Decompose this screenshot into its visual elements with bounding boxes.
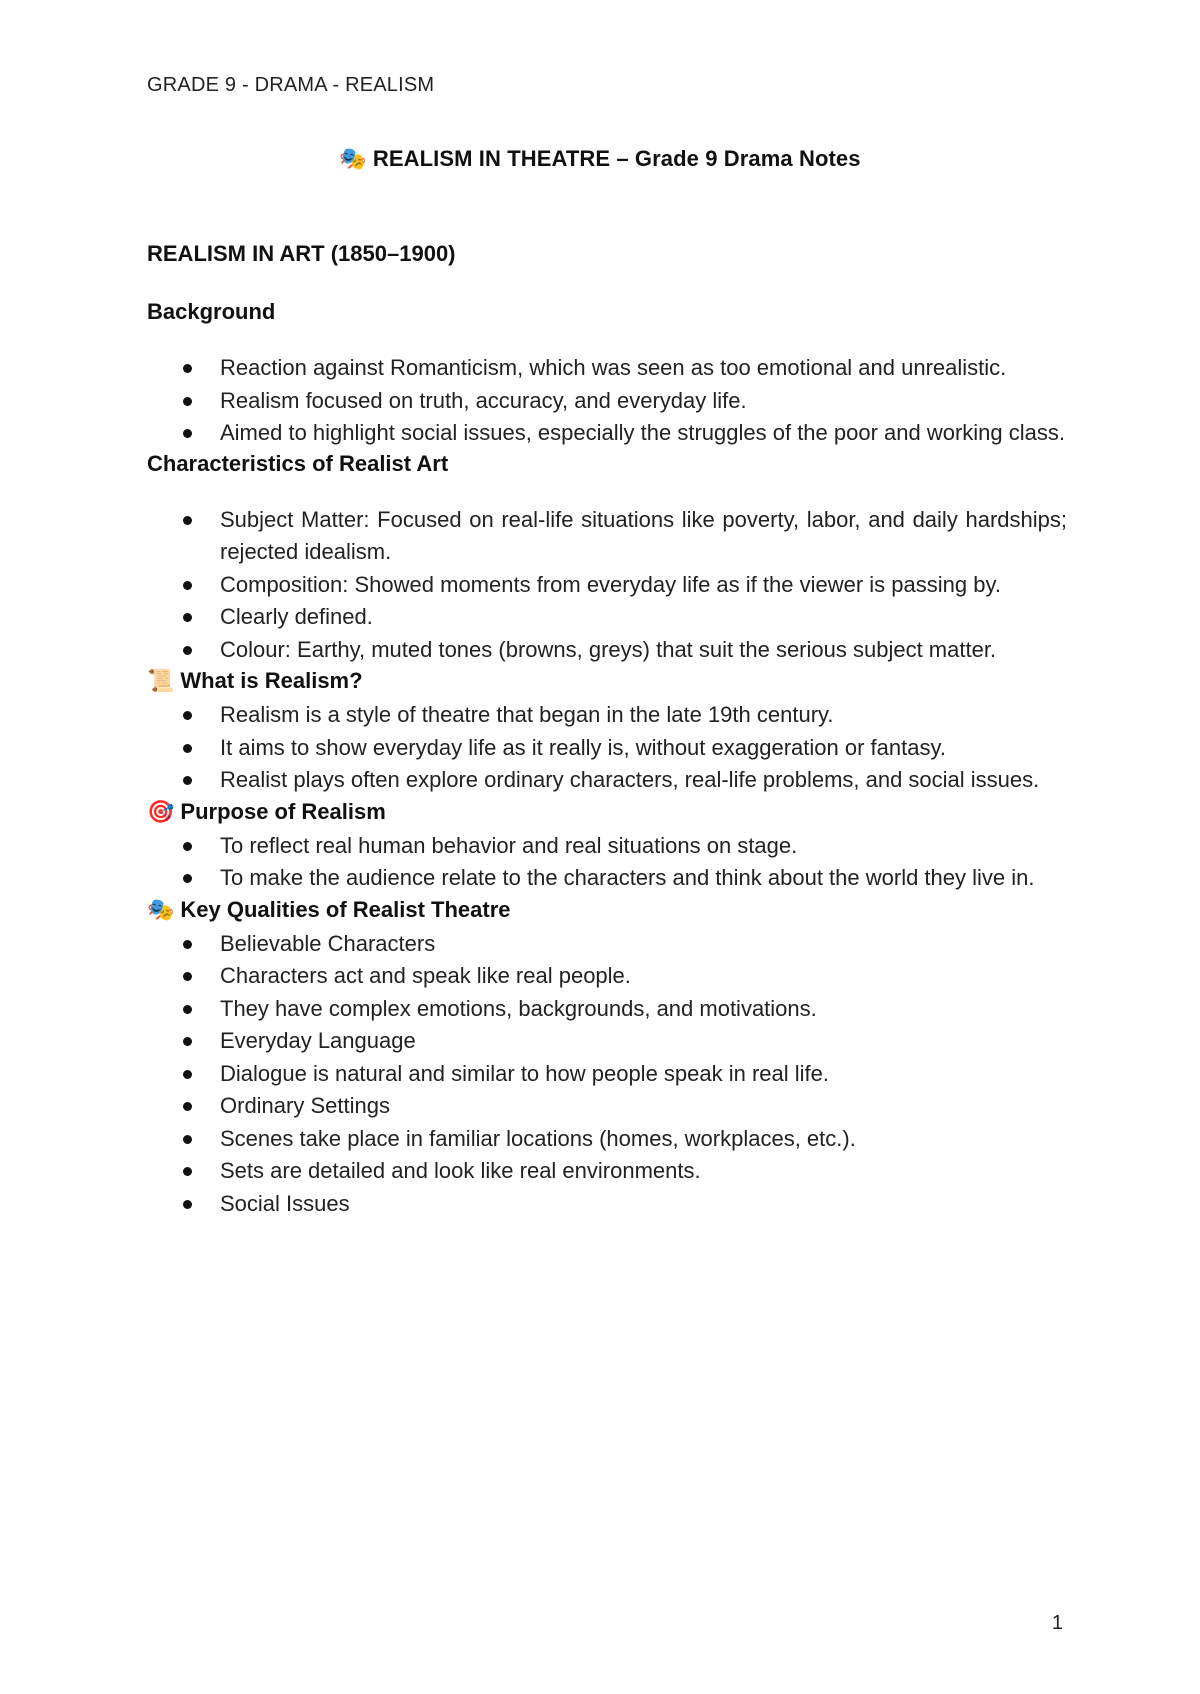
scroll-icon: 📜 bbox=[147, 669, 175, 694]
bullet-icon bbox=[183, 1135, 192, 1144]
list-item: They have complex emotions, backgrounds, and motivations. bbox=[147, 993, 1067, 1026]
bullet-icon bbox=[183, 429, 192, 438]
theatre-masks-icon: 🎭 bbox=[339, 147, 367, 172]
bullet-icon bbox=[183, 842, 192, 851]
list-item: Aimed to highlight social issues, especially the struggles of the poor and working class. bbox=[147, 417, 1067, 450]
theatre-masks-icon: 🎭 bbox=[147, 897, 175, 923]
bullet-icon bbox=[183, 1167, 192, 1176]
list-item: Ordinary Settings bbox=[147, 1090, 1067, 1123]
list-item: Dialogue is natural and similar to how people speak in real life. bbox=[147, 1058, 1067, 1091]
bullet-icon bbox=[183, 940, 192, 949]
list-item: Realism is a style of theatre that began in the late 19th century. bbox=[147, 699, 1067, 732]
bullet-icon bbox=[183, 397, 192, 406]
bullet-icon bbox=[183, 516, 192, 525]
subheading-background: Background bbox=[147, 299, 276, 324]
list-item: Clearly defined. bbox=[147, 601, 1067, 634]
bullet-icon bbox=[183, 581, 192, 590]
background-list bbox=[147, 352, 1067, 450]
list-item: Social Issues bbox=[147, 1188, 1067, 1221]
document-body bbox=[147, 240, 1067, 1220]
list-item: Colour: Earthy, muted tones (browns, greys) that suit the serious subject matter. bbox=[147, 634, 1067, 667]
bullet-icon bbox=[183, 1005, 192, 1014]
document-title-text: REALISM IN THEATRE – Grade 9 Drama Notes bbox=[372, 146, 861, 171]
key-qualities-list bbox=[147, 928, 1067, 1221]
bullet-icon bbox=[183, 1102, 192, 1111]
bullet-icon bbox=[183, 776, 192, 785]
list-item: Believable Characters bbox=[147, 928, 1067, 961]
bullet-icon bbox=[183, 744, 192, 753]
document-title bbox=[0, 146, 1200, 172]
bullet-icon bbox=[183, 1070, 192, 1079]
bullet-icon bbox=[183, 972, 192, 981]
bullet-icon bbox=[183, 1200, 192, 1209]
running-header: GRADE 9 - DRAMA - REALISM bbox=[147, 74, 435, 96]
list-item: Characters act and speak like real people. bbox=[147, 960, 1067, 993]
list-item: To make the audience relate to the characters and think about the world they live in. bbox=[147, 862, 1067, 895]
list-item: Subject Matter: Focused on real-life situations like poverty, labor, and daily hardships; rejected idealism. bbox=[147, 504, 1067, 569]
subheading-characteristics: Characteristics of Realist Art bbox=[147, 450, 449, 476]
purpose-list bbox=[147, 830, 1067, 895]
bullet-icon bbox=[183, 874, 192, 883]
list-item: Scenes take place in familiar locations (homes, workplaces, etc.). bbox=[147, 1123, 1067, 1156]
section-heading-purpose: 🎯 Purpose of Realism bbox=[147, 797, 1067, 828]
list-item: Realist plays often explore ordinary characters, real-life problems, and social issues. bbox=[147, 764, 1067, 797]
bullet-icon bbox=[183, 711, 192, 720]
bullet-icon bbox=[183, 364, 192, 373]
characteristics-list bbox=[147, 504, 1067, 667]
list-item: Sets are detailed and look like real environments. bbox=[147, 1155, 1067, 1188]
list-item: To reflect real human behavior and real situations on stage. bbox=[147, 830, 1067, 863]
target-icon: 🎯 bbox=[147, 799, 175, 825]
bullet-icon bbox=[183, 646, 192, 655]
section-heading-realism-in-art: REALISM IN ART (1850–1900) bbox=[147, 241, 456, 266]
section-heading-key-qualities: 🎭 Key Qualities of Realist Theatre bbox=[147, 895, 1067, 926]
bullet-icon bbox=[183, 613, 192, 622]
section-heading-what-is-realism: 📜 What is Realism? bbox=[147, 666, 1067, 697]
list-item: Everyday Language bbox=[147, 1025, 1067, 1058]
list-item: Reaction against Romanticism, which was seen as too emotional and unrealistic. bbox=[147, 352, 1067, 385]
list-item: Realism focused on truth, accuracy, and everyday life. bbox=[147, 385, 1067, 418]
bullet-icon bbox=[183, 1037, 192, 1046]
list-item: Composition: Showed moments from everyday life as if the viewer is passing by. bbox=[147, 569, 1067, 602]
page-number: 1 bbox=[1051, 1612, 1063, 1634]
list-item: It aims to show everyday life as it really is, without exaggeration or fantasy. bbox=[147, 732, 1067, 765]
what-is-realism-list bbox=[147, 699, 1067, 797]
